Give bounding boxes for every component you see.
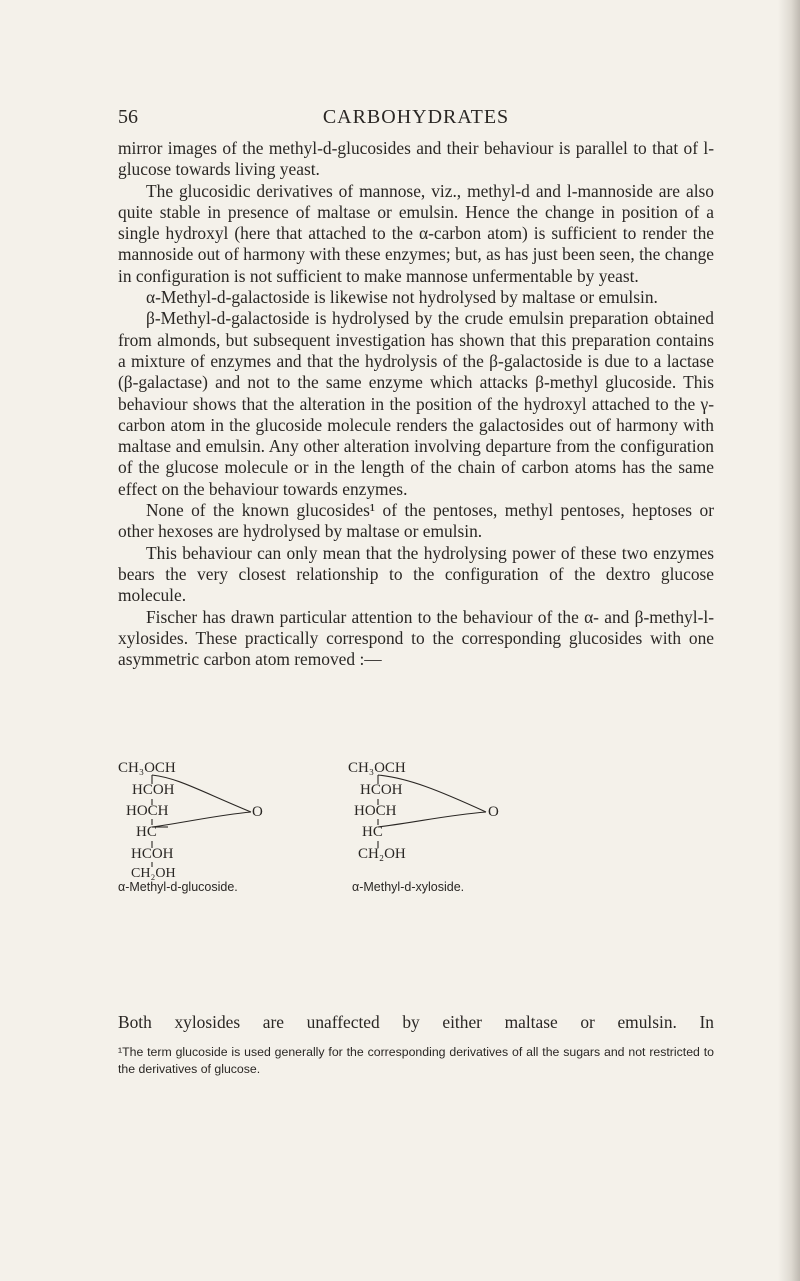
closing-line: Both xylosides are unaffected by either maltase or emulsin. In [118, 1012, 714, 1032]
running-head: CARBOHYDRATES [322, 106, 510, 128]
formula-line: CH₃OCH [348, 760, 406, 776]
figure-caption: α-Methyl-d-xyloside. [352, 880, 465, 894]
formula-line: CH₃OCH [118, 760, 176, 776]
footnote: ¹The term glucoside is used generally for the corresponding derivatives of all the sugars and not restricted to the derivatives of glucose. [118, 1045, 714, 1076]
structural-formulae-figure [118, 760, 718, 894]
ring-oxygen: O [488, 804, 499, 820]
page-number: 56 [118, 106, 138, 128]
paragraph: α-Methyl-d-galactoside is likewise not hydrolysed by maltase or emulsin. [146, 287, 658, 308]
paragraph: Fischer has drawn particular attention to the behaviour of the α- and β-methyl-l-xylosides. These practically correspond to the corresponding glucosides with one asymmetric carbon atom removed :— [118, 606, 714, 670]
formula-line: HOCH [126, 803, 169, 819]
formula-line: HCOH [132, 782, 175, 798]
figure-caption: α-Methyl-d-glucoside. [118, 880, 238, 894]
ring-oxygen: O [252, 804, 263, 820]
formula-line: HC [362, 824, 383, 840]
page-edge-shadow [778, 0, 800, 1281]
body-text [118, 138, 714, 670]
page-header [118, 106, 714, 134]
formula-line: HCOH [131, 846, 174, 862]
formula-line: CH₂OH [358, 846, 406, 862]
paragraph: This behaviour can only mean that the hydrolysing power of these two enzymes bears the very closest relationship to the configuration of the dextro glucose molecule. [118, 542, 714, 606]
ring-bonds [118, 760, 718, 878]
paragraph: β-Methyl-d-galactoside is hydrolysed by the crude emulsin preparation obtained from almonds, but subsequent investigation has shown that this preparation contains a mixture of enzymes and that the hydrolysis of the β-galactoside is due to a lactase (β-galactase) and not to the same enzyme which attacks β-methyl glucoside. This behaviour shows that the alteration in the position of the hydroxyl attached to the γ-carbon atom in the glucoside molecule renders the galactosides out of harmony with maltase and emulsin. Any other alteration involving departure from the configuration of the glucose molecule or in the length of the chain of carbon atoms has the same effect on the behaviour towards enzymes. [118, 308, 714, 499]
formula-line: HOCH [354, 803, 397, 819]
formula-line: HC [136, 824, 157, 840]
formula-line: CH₂OH [131, 866, 176, 881]
paragraph: None of the known glucosides¹ of the pentoses, methyl pentoses, heptoses or other hexoses are hydrolysed by maltase or emulsin. [118, 500, 714, 542]
paragraph: The glucosidic derivatives of mannose, viz., methyl-d and l-mannoside are also quite stable in presence of maltase or emulsin. Hence the change in position of a single hydroxyl (here that attached to the α-carbon atom) is sufficient to render the mannoside out of harmony with these enzymes; but, as has just been seen, the change in configuration is not sufficient to make mannose unfermentable by yeast. [118, 180, 714, 286]
paragraph: mirror images of the methyl-d-glucosides and their behaviour is parallel to that of l-glucose towards living yeast. [118, 138, 714, 180]
formula-line: HCOH [360, 782, 403, 798]
